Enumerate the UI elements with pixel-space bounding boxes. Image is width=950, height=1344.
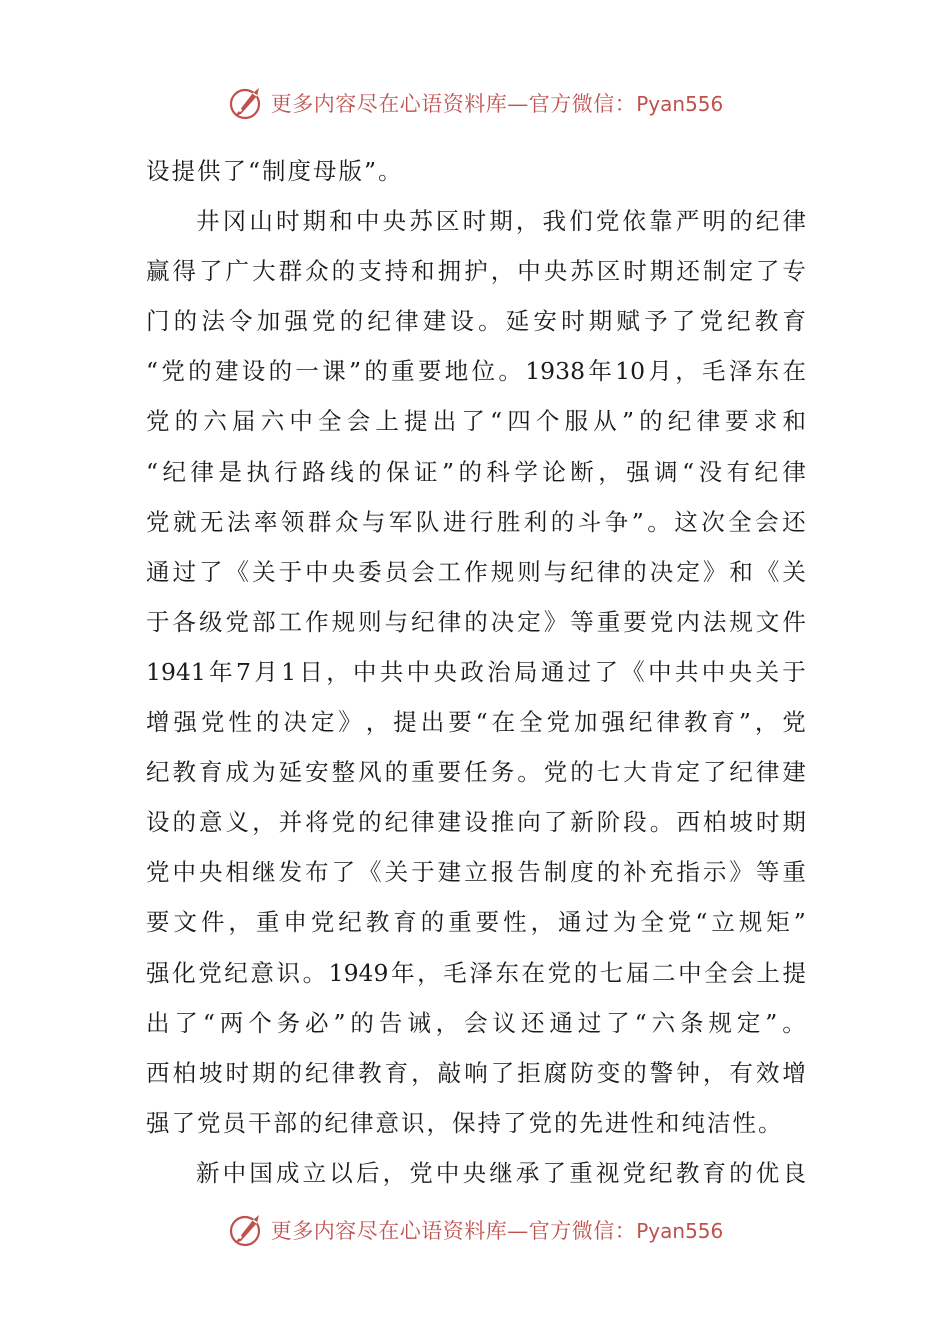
watermark-handle: Pyan556 bbox=[636, 1219, 724, 1243]
pen-nib-circle-icon bbox=[227, 83, 267, 123]
text-line: 设提供了“制度母版”。 bbox=[146, 157, 404, 185]
text-line: 增 强 党 性 的 决 定 》 ， 提 出 要 “ 在 全 党 加 强 纪 律 教 育 ” ， 党 bbox=[146, 708, 806, 737]
text-line: 井 冈 山 时 期 和 中 央 苏 区 时 期 ， 我 们 党 依 靠 严 明 的 纪 律 bbox=[196, 207, 806, 236]
text-line: 强了党员干部的纪律意识，保持了党的先进性和纯洁性。 bbox=[146, 1108, 784, 1137]
text-line: 纪 教 育 成 为 延 安 整 风 的 重 要 任 务 。 党 的 七 大 肯 定 了 纪 律 建 bbox=[146, 758, 806, 787]
text-line: 赢 得 了 广 大 群 众 的 支 持 和 拥 护 ， 中 央 苏 区 时 期 还 制 定 了 专 bbox=[146, 257, 806, 286]
watermark-handle: Pyan556 bbox=[636, 92, 724, 116]
text-line: 设 的 意 义 ， 并 将 党 的 纪 律 建 设 推 向 了 新 阶 段 。 西 柏 坡 时 期 bbox=[146, 808, 806, 837]
text-line: 强 化 党 纪 意 识 。 1949 年 ， 毛 泽 东 在 党 的 七 届 二 中 全 会 上 提 bbox=[146, 958, 806, 987]
text-line: 党 的 六 届 六 中 全 会 上 提 出 了 “ 四 个 服 从 ” 的 纪 律 要 求 和 bbox=[146, 407, 806, 436]
header-watermark bbox=[0, 80, 950, 126]
text-line: 出 了 “ 两 个 务 必 ” 的 告 诫 ， 会 议 还 通 过 了 “ 六 条 规 定 ” 。 bbox=[146, 1008, 806, 1037]
pen-nib-circle-icon bbox=[227, 1210, 267, 1250]
text-line: 通 过 了 《 关 于 中 央 委 员 会 工 作 规 则 与 纪 律 的 决 定 》 和 《 关 bbox=[146, 557, 806, 586]
text-line: “ 党 的 建 设 的 一 课 ” 的 重 要 地 位 。 1938 年 10 月 ， 毛 泽 东 在 bbox=[146, 357, 806, 386]
watermark-text: 更多内容尽在心语资料库—官方微信： bbox=[270, 1219, 637, 1243]
footer-watermark bbox=[0, 1207, 950, 1253]
text-line: 党 就 无 法 率 领 群 众 与 军 队 进 行 胜 利 的 斗 争 ” 。 这 次 全 会 还 bbox=[146, 507, 806, 536]
text-line: 于 各 级 党 部 工 作 规 则 与 纪 律 的 决 定 》 等 重 要 党 内 法 规 文 件 bbox=[146, 607, 806, 636]
watermark-text: 更多内容尽在心语资料库—官方微信： bbox=[270, 92, 637, 116]
document-body bbox=[146, 146, 806, 1198]
text-line: 新 中 国 成 立 以 后 ， 党 中 央 继 承 了 重 视 党 纪 教 育 的 优 良 bbox=[196, 1158, 806, 1187]
text-line: 1941 年 7 月 1 日 ， 中 共 中 央 政 治 局 通 过 了 《 中 共 中 央 关 于 bbox=[146, 657, 806, 686]
text-line: 要 文 件 ， 重 申 党 纪 教 育 的 重 要 性 ， 通 过 为 全 党 “ 立 规 矩 ” bbox=[146, 908, 806, 937]
text-line: “ 纪 律 是 执 行 路 线 的 保 证 ” 的 科 学 论 断 ， 强 调 “ 没 有 纪 律 bbox=[146, 457, 806, 486]
text-line: 党 中 央 相 继 发 布 了 《 关 于 建 立 报 告 制 度 的 补 充 指 示 》 等 重 bbox=[146, 858, 806, 887]
text-line: 西 柏 坡 时 期 的 纪 律 教 育 ， 敲 响 了 拒 腐 防 变 的 警 钟 ， 有 效 增 bbox=[146, 1058, 806, 1087]
text-line: 门 的 法 令 加 强 党 的 纪 律 建 设 。 延 安 时 期 赋 予 了 党 纪 教 育 bbox=[146, 307, 806, 336]
